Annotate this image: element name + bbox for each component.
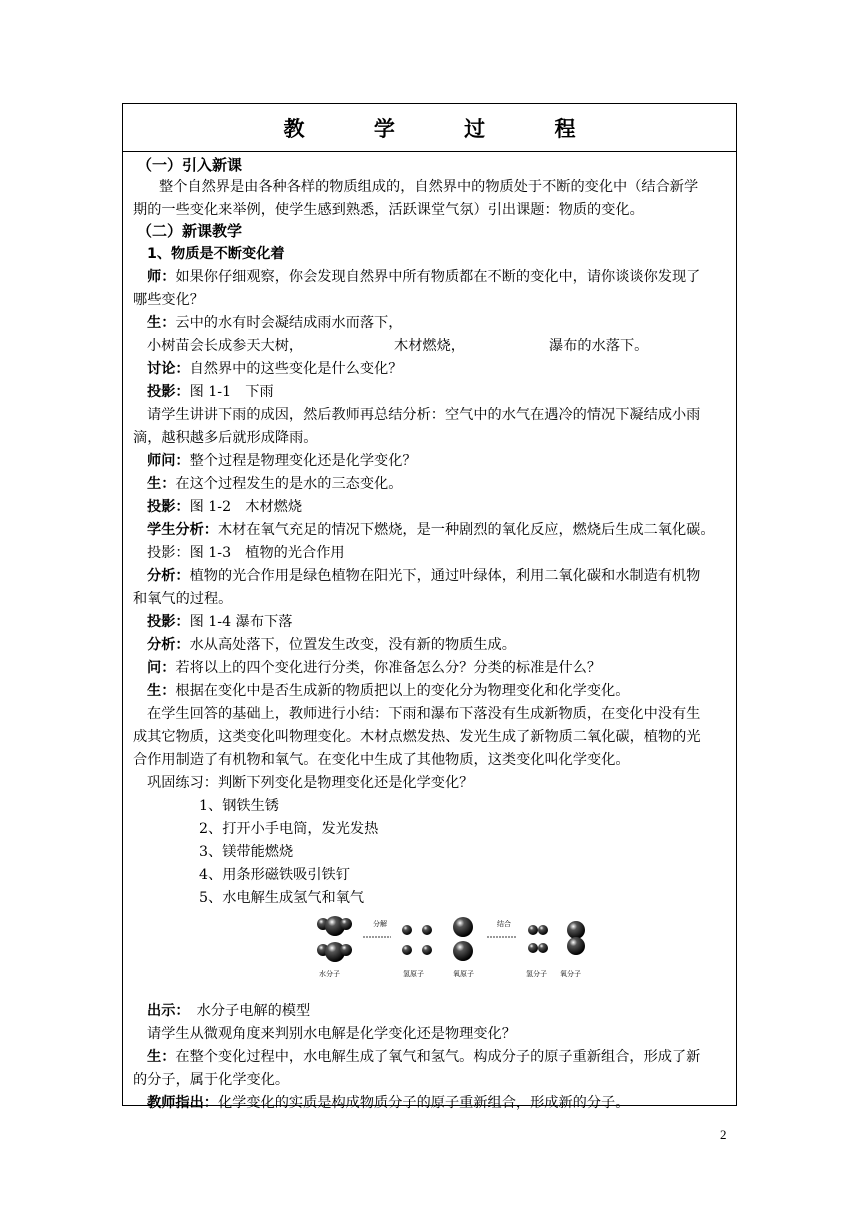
- dialogue-line: 合作用制造了有机物和氧气。在变化中生成了其他物质，这类变化叫化学变化。: [133, 752, 630, 768]
- exercise-item: 4、用条形磁铁吸引铁钉: [199, 867, 350, 883]
- water-molecule-icon: [317, 916, 352, 936]
- dialogue-line: 生：根据在变化中是否生成新的物质把以上的变化分为物理变化和化学变化。: [147, 683, 630, 699]
- dialogue-line: 分析：植物的光合作用是绿色植物在阳光下，通过叶绿体，利用二氧化碳和水制造有机物: [147, 568, 701, 584]
- dialogue-line: 木材燃烧，: [394, 338, 465, 354]
- oxygen-atom-label: 氧原子: [453, 970, 474, 978]
- subheading: 1、物质是不断变化着: [147, 246, 285, 262]
- hydrogen-molecule-icon: [528, 925, 548, 953]
- lesson-table: [122, 103, 737, 1111]
- title-row: [123, 104, 736, 152]
- dialogue-line: 师：如果你仔细观察，你会发现自然界中所有物质都在不断的变化中，请你谈谈你发现了: [147, 269, 701, 285]
- oxygen-atom-icon: [453, 917, 473, 961]
- dialogue-line: 投影：图 1-2 木材燃烧: [147, 499, 303, 515]
- oxygen-molecule-icon: [567, 921, 585, 955]
- heading-new-lesson: （二）新课教学: [137, 222, 243, 240]
- dialogue-line: 滴，越积越多后就形成降雨。: [133, 430, 318, 446]
- dialogue-line: 在学生回答的基础上，教师进行小结：下雨和瀑布下落没有生成新物质，在变化中没有生: [147, 706, 701, 722]
- dialogue-line: 巩固练习：判断下列变化是物理变化还是化学变化？: [147, 775, 474, 791]
- dialogue-line: 生：在这个过程发生的是水的三态变化。: [147, 476, 403, 492]
- dialogue-line: 分析：水从高处落下，位置发生改变，没有新的物质生成。: [147, 637, 516, 653]
- dialogue-line: 学生分析：木材在氧气充足的情况下燃烧，是一种剧烈的氧化反应，燃烧后生成二氧化碳。: [147, 522, 715, 538]
- heading-intro: （一）引入新课: [137, 156, 243, 174]
- hydrogen-molecule-label: 氢分子: [526, 970, 547, 978]
- paragraph-line: 期的一些变化来举例，使学生感到熟悉，活跃课堂气氛）引出课题：物质的变化。: [133, 202, 644, 218]
- dialogue-line: 教师指出：化学变化的实质是构成物质分子的原子重新组合，形成新的分子。: [147, 1095, 630, 1111]
- exercise-item: 2、打开小手电筒，发光发热: [199, 821, 379, 837]
- dialogue-line: 师问：整个过程是物理变化还是化学变化？: [147, 453, 417, 469]
- dialogue-line: 请学生讲讲下雨的成因，然后教师再总结分析：空气中的水气在遇冷的情况下凝结成小雨: [147, 407, 701, 423]
- combine-label: 结合: [497, 920, 511, 928]
- oxygen-molecule-label: 氧分子: [560, 970, 581, 978]
- dialogue-line: 讨论：自然界中的这些变化是什么变化？: [147, 361, 403, 377]
- electrolysis-diagram: [313, 912, 723, 992]
- dialogue-line: 小树苗会长成参天大树，: [147, 338, 304, 354]
- hydrogen-atom-icon: [402, 925, 432, 955]
- dialogue-line: 和氧气的过程。: [133, 591, 233, 607]
- exercise-item: 3、镁带能燃烧: [199, 844, 294, 860]
- dialogue-line: 的分子，属于化学变化。: [133, 1072, 290, 1088]
- page-title: 教 学 过 程: [283, 116, 607, 141]
- decompose-label: 分解: [373, 920, 387, 928]
- dialogue-line: 投影：图 1-4 瀑布下落: [147, 614, 293, 630]
- dialogue-line: 生：在整个变化过程中，水电解生成了氧气和氢气。构成分子的原子重新组合，形成了新: [147, 1049, 701, 1065]
- exercise-item: 1、钢铁生锈: [199, 798, 279, 814]
- dialogue-line: 哪些变化？: [133, 292, 204, 308]
- dialogue-line: 投影：图 1-3 植物的光合作用: [147, 545, 345, 561]
- dialogue-line: 瀑布的水落下。: [549, 338, 649, 354]
- dialogue-line: 投影：图 1-1 下雨: [147, 384, 274, 400]
- paragraph-line: 整个自然界是由各种各样的物质组成的，自然界中的物质处于不断的变化中（结合新学: [159, 179, 699, 195]
- dialogue-line: 出示： 水分子电解的模型: [147, 1003, 311, 1019]
- water-molecule-icon: [317, 942, 352, 962]
- water-molecule-label: 水分子: [319, 970, 340, 978]
- page-number: 2: [720, 1127, 727, 1142]
- dialogue-line: 成其它物质，这类变化叫物理变化。木材点燃发热、发光生成了新物质二氧化碳，植物的光: [133, 729, 701, 745]
- dialogue-line: 生：云中的水有时会凝结成雨水而落下，: [147, 315, 403, 331]
- exercise-item: 5、水电解生成氢气和氧气: [199, 890, 365, 906]
- hydrogen-atom-label: 氢原子: [403, 970, 424, 978]
- dialogue-line: 问：若将以上的四个变化进行分类，你准备怎么分？分类的标准是什么？: [147, 660, 602, 676]
- dialogue-line: 请学生从微观角度来判别水电解是化学变化还是物理变化？: [147, 1026, 516, 1042]
